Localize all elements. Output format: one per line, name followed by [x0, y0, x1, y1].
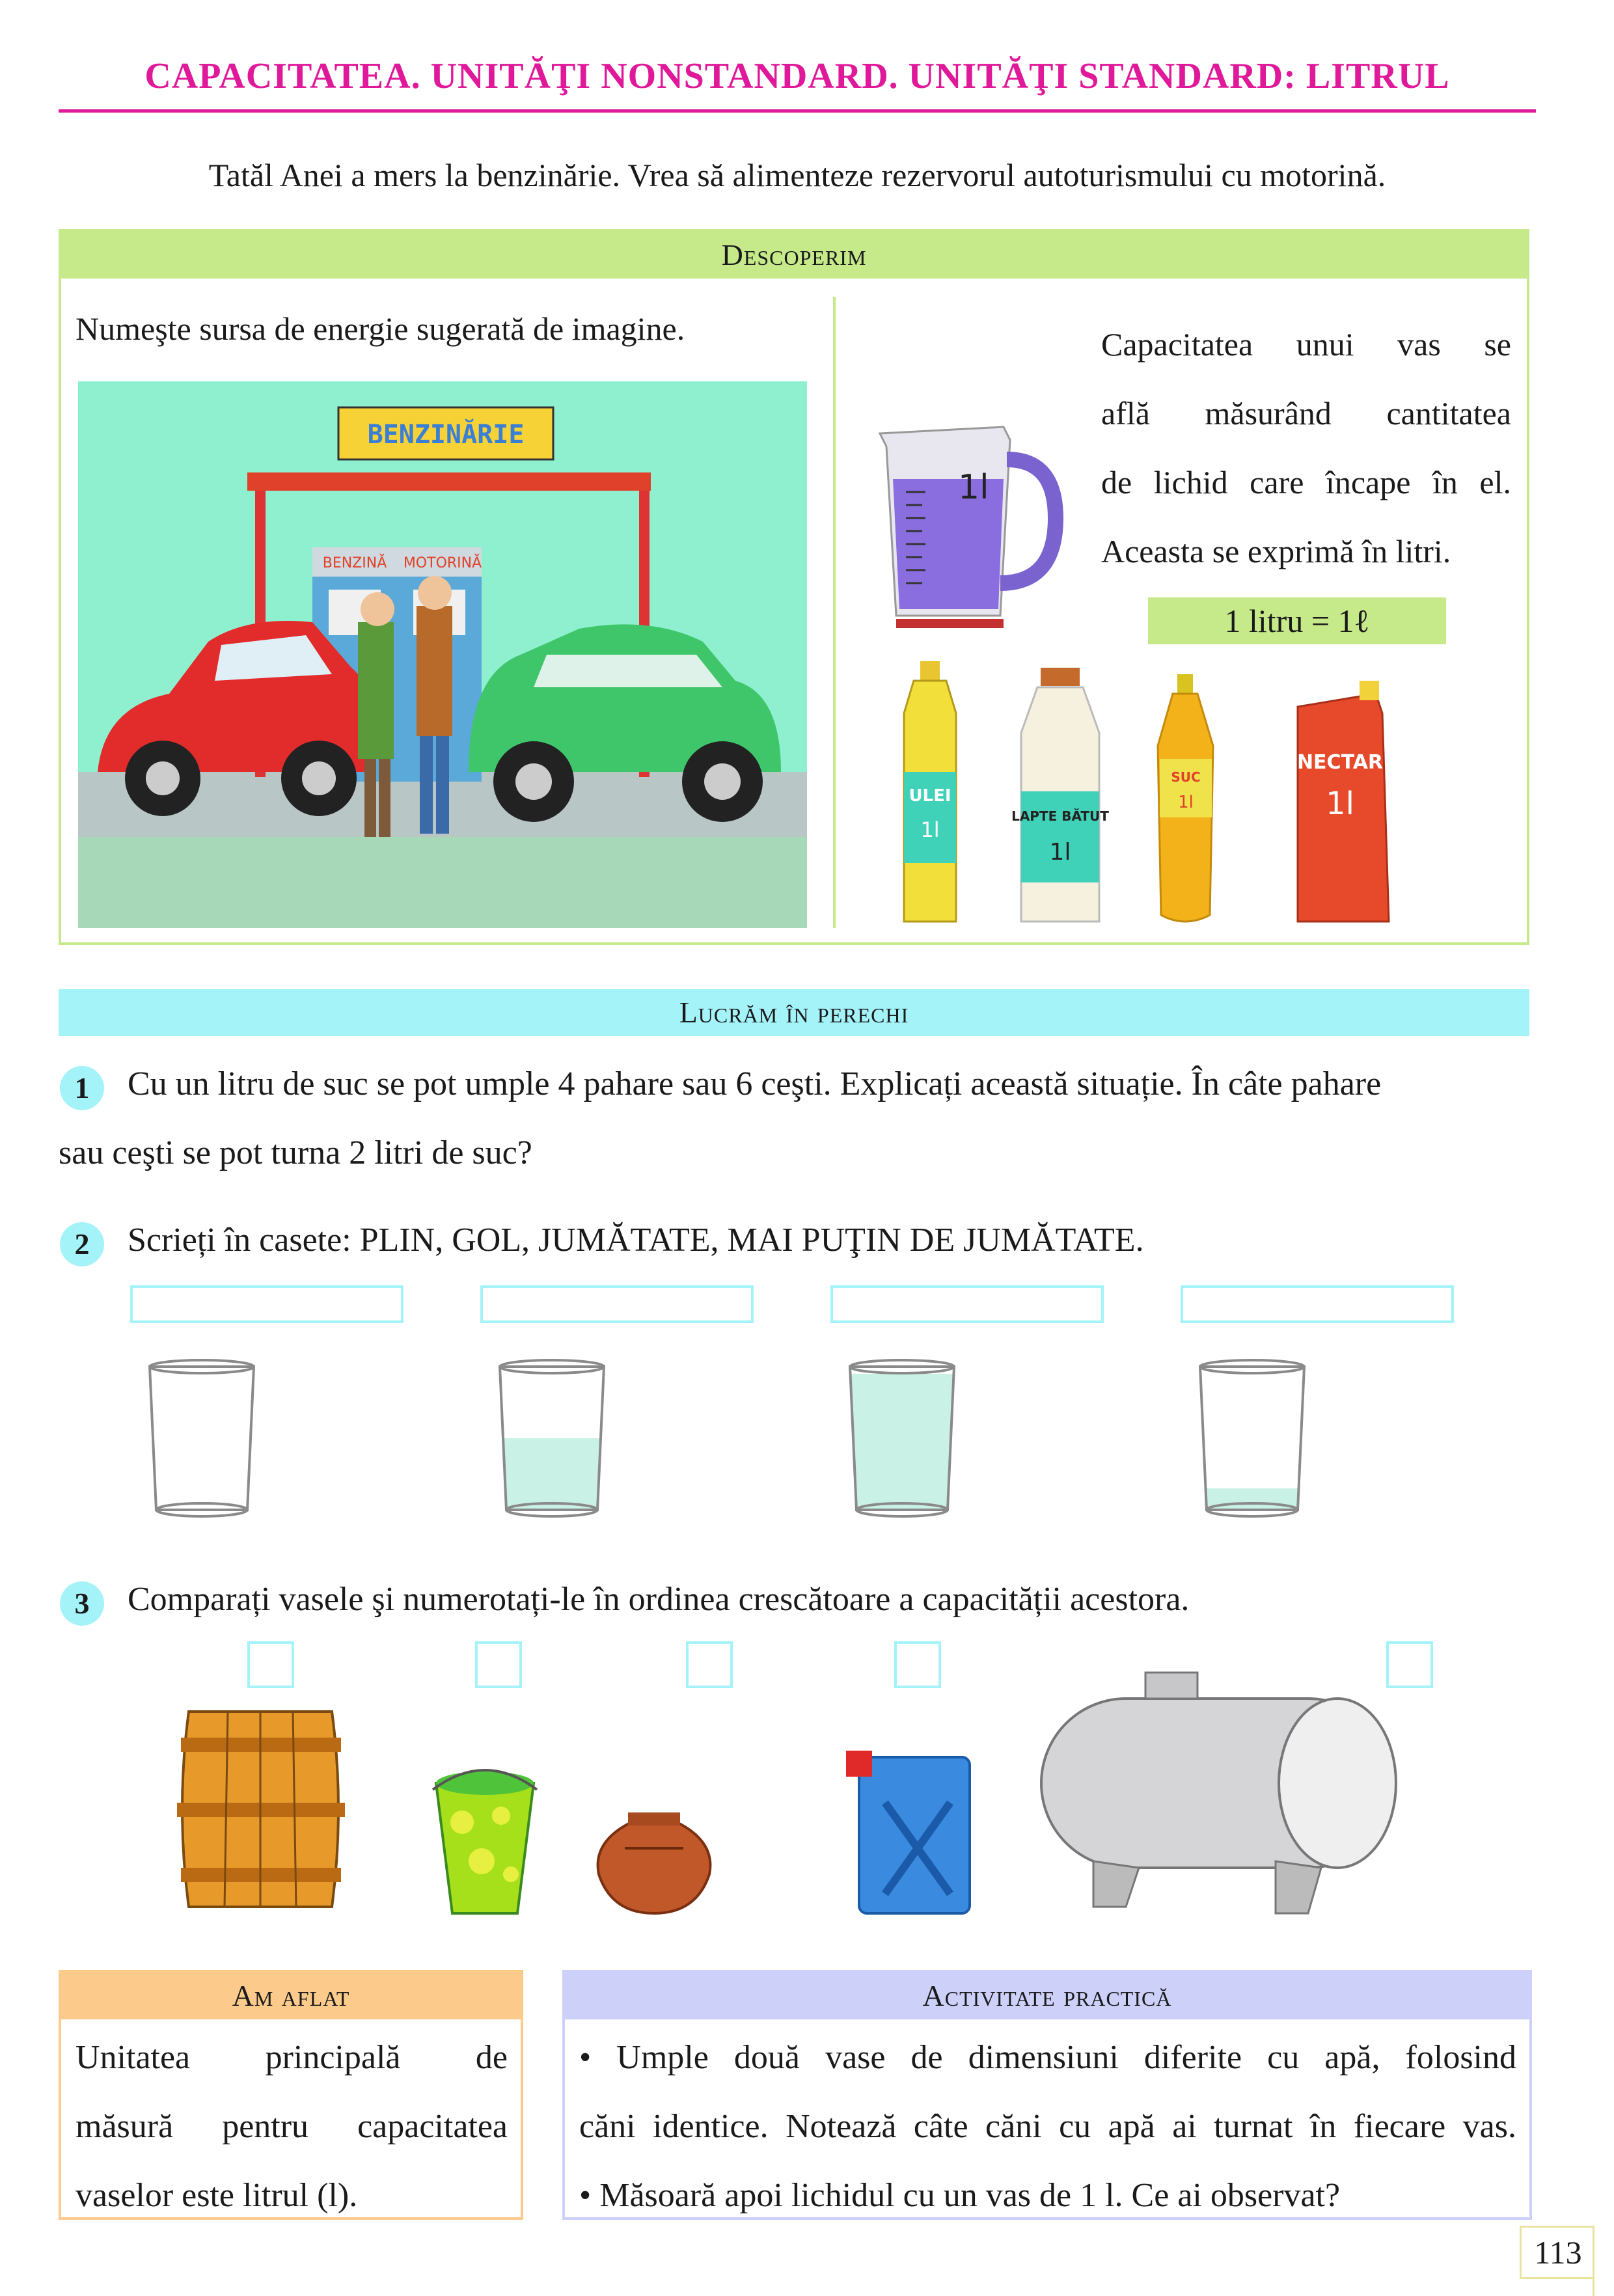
exercise-3-number: 3: [60, 1581, 104, 1626]
glass-half-water: [503, 1438, 601, 1510]
definition-line-3: de lichid care încape în el.: [1101, 464, 1511, 500]
answer-box-4[interactable]: [1181, 1285, 1454, 1323]
am-aflat-header: Am aflat: [61, 1973, 521, 2019]
bottle-nectar-name: NECTAR: [1296, 751, 1384, 774]
litre-equation: 1 litru = 1ℓ: [1148, 597, 1446, 644]
exercise-1-text: Cu un litru de suc se pot umple 4 pahare sau 6 ceşti. Explicați această situație. În câte pahare: [128, 1065, 1382, 1102]
exercise-2-number: 2: [60, 1222, 104, 1266]
intro-text: Tatăl Anei a mers la benzinărie. Vrea să alimenteze rezervorul autoturismului cu motorină.: [208, 157, 1386, 193]
barrel-icon: [177, 1712, 345, 1907]
definition-line-1: Capacitatea unui vas se: [1101, 326, 1511, 362]
lucram-header-bar: [59, 989, 1529, 1036]
lucram-header: Lucrăm în perechi: [59, 989, 1529, 1036]
bottle-nectar-volume: 1l: [1326, 786, 1354, 822]
bottle-lapte: [1011, 668, 1109, 922]
bucket-icon: [433, 1770, 537, 1913]
exercise-2-text: Scrieți în casete: PLIN, GOL, JUMĂTATE, MAI PUŢIN DE JUMĂTATE.: [128, 1222, 1144, 1259]
answer-box-2[interactable]: [480, 1285, 754, 1323]
descoperim-box: [59, 229, 1529, 945]
glass-half-icon: [500, 1360, 604, 1516]
capacity-definition: [1101, 310, 1511, 586]
page-number: 113: [1520, 2226, 1594, 2279]
bottle-ulei-volume: 1l: [920, 817, 940, 842]
glass-empty-icon: [150, 1360, 254, 1516]
bottle-suc-volume: 1l: [1178, 793, 1194, 812]
answer-box-3[interactable]: [830, 1285, 1104, 1323]
tank-icon: [1041, 1673, 1396, 1913]
activitate-box: [562, 1970, 1532, 2220]
energy-prompt: Numeşte sursa de energie sugerată de imagine.: [75, 310, 685, 347]
glass-little-icon: [1200, 1360, 1304, 1516]
activitate-header: Activitate practică: [565, 1973, 1529, 2019]
column-divider: [833, 297, 836, 928]
glass-little-water: [1206, 1488, 1299, 1510]
benzinarie-sign: BENZINĂRIE: [367, 420, 525, 450]
bottle-suc: [1158, 674, 1213, 922]
am-aflat-box: [59, 1970, 523, 2220]
jerrycan-icon: [846, 1751, 970, 1913]
bottle-ulei-name: ULEI: [909, 786, 951, 806]
am-aflat-line-1: Unitatea principală de: [75, 2039, 508, 2076]
one-litre-containers: [881, 661, 1480, 935]
bottle-lapte-volume: 1l: [1049, 839, 1071, 866]
glass-full-icon: [850, 1360, 954, 1516]
activitate-text: [579, 2023, 1516, 2230]
title-underline: [59, 109, 1536, 113]
exercise-1-text-cont: sau ceşti se pot turna 2 litri de suc?: [59, 1134, 532, 1171]
am-aflat-line-2: măsură pentru capacitatea: [75, 2108, 508, 2145]
glass-full-water: [851, 1374, 954, 1510]
answer-box-1[interactable]: [130, 1285, 404, 1323]
bottle-ulei: [904, 661, 956, 922]
descoperim-header: Descoperim: [61, 232, 1527, 279]
pump-label-motorina: MOTORINĂ: [403, 555, 482, 571]
page-number-rule: [1593, 2226, 1594, 2296]
gas-station-illustration: [78, 381, 807, 928]
glass-empty-outline: [150, 1367, 254, 1510]
bottle-suc-name: SUC: [1171, 769, 1201, 785]
bottle-lapte-name: LAPTE BĂTUT: [1011, 808, 1109, 824]
jug-label: 1l: [958, 468, 989, 507]
measuring-jug-illustration: [860, 420, 1075, 629]
activitate-line-1: • Umple două vase de dimensiuni diferite cu apă, folosind: [579, 2039, 1516, 2076]
pump-label-benzina: BENZINĂ: [322, 555, 387, 571]
clay-pot-icon: [598, 1812, 711, 1913]
definition-line-4: Aceasta se exprimă în litri.: [1101, 533, 1451, 569]
am-aflat-line-3: vaselor este litrul (l).: [75, 2177, 358, 2214]
exercise-3-text: Comparați vasele şi numerotați-le în ordinea crescătoare a capacității acestora.: [128, 1581, 1190, 1618]
page-title: CAPACITATEA. UNITĂŢI NONSTANDARD. UNITĂŢI STANDARD: LITRUL: [144, 56, 1450, 96]
definition-line-2: află măsurând cantitatea: [1101, 395, 1511, 431]
activitate-line-3: • Măsoară apoi lichidul cu un vas de 1 l. Ce ai observat?: [579, 2177, 1341, 2214]
vessels-illustration: [169, 1627, 1445, 1926]
am-aflat-text: [75, 2023, 508, 2230]
glasses-illustration: [130, 1354, 1471, 1529]
activitate-line-2: căni identice. Notează câte căni cu apă ai turnat în fiecare vas.: [579, 2108, 1516, 2145]
bottle-nectar: [1297, 681, 1389, 922]
exercise-1-number: 1: [60, 1066, 104, 1110]
